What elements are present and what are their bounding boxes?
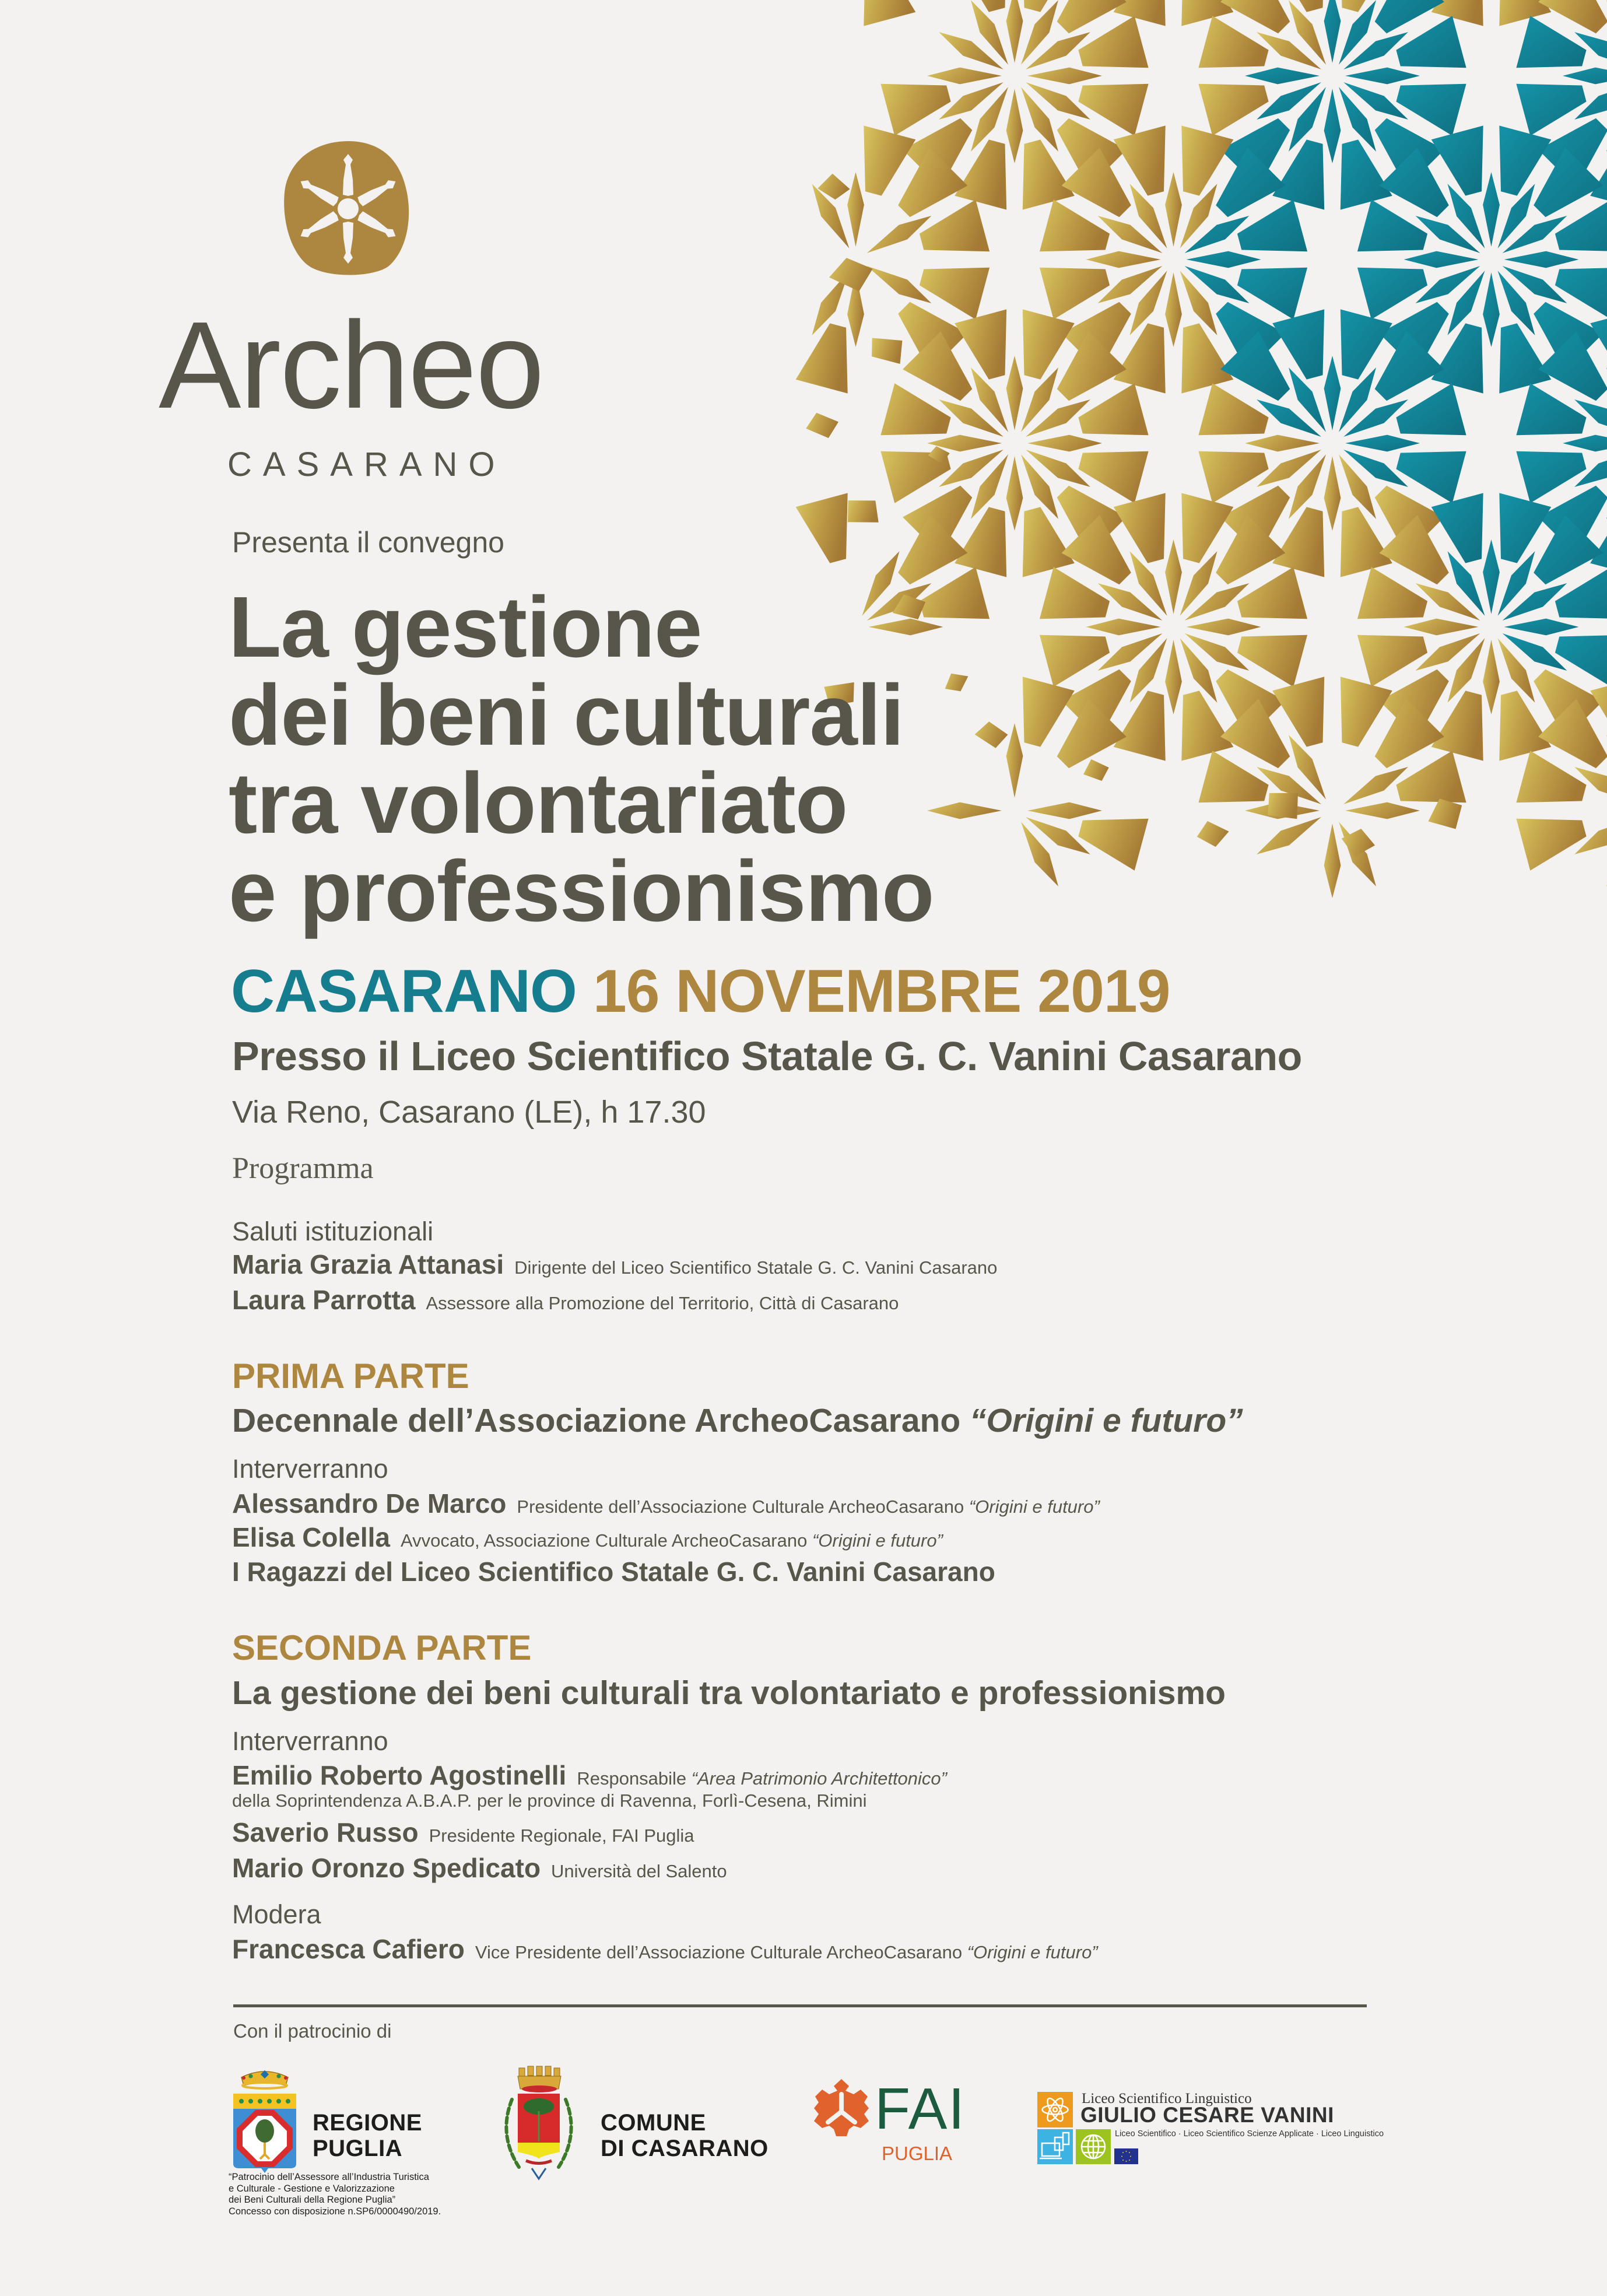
mosaic-tile — [1357, 635, 1427, 687]
mosaic-tile — [927, 802, 1002, 819]
title-line: e professionismo — [229, 843, 934, 940]
mosaic-tile — [1404, 619, 1479, 636]
mosaic-tile — [1516, 819, 1586, 871]
mosaic-tile — [1040, 268, 1110, 320]
note-line: Concesso con disposizione n.SP6/0000490/2019. — [229, 2206, 441, 2217]
speaker-name: Elisa Colella — [232, 1522, 391, 1552]
mosaic-tile — [1057, 699, 1127, 768]
mosaic-tile — [1023, 139, 1075, 209]
vanini-school-name: GIULIO CESARE VANINI — [1080, 2103, 1334, 2127]
mosaic-tile — [1006, 89, 1023, 163]
role-text: Avvocato, Associazione Culturale ArcheoCasarano — [401, 1530, 812, 1551]
mosaic-tile — [1165, 172, 1182, 247]
role-text: Presidente dell’Associazione Culturale ArcheoCasarano — [517, 1496, 969, 1517]
mosaic-tile — [1396, 751, 1466, 802]
comune-casarano-coat-of-arms-icon — [496, 2064, 582, 2181]
mosaic-fragment — [945, 674, 969, 692]
mosaic-fragment — [975, 721, 1008, 748]
mosaic-fragment — [848, 500, 879, 523]
speaker-role: Dirigente del Liceo Scientifico Statale G. C. Vanini Casarano — [514, 1257, 998, 1278]
mosaic-tile — [1272, 309, 1324, 379]
comune-line1: COMUNE — [601, 2110, 706, 2136]
mosaic-tile — [1114, 690, 1166, 760]
role-text: Responsabile — [577, 1768, 692, 1789]
globe-icon — [1076, 2129, 1111, 2164]
regione-puglia-note — [229, 2172, 441, 2217]
mosaic-tile — [1483, 539, 1500, 614]
mosaic-tile — [1272, 139, 1324, 209]
mosaic-tile — [920, 268, 990, 320]
regione-line1: REGIONE — [313, 2110, 422, 2136]
subtitle-text: Decennale dell’Associazione ArcheoCasarano — [232, 1402, 970, 1439]
mosaic-tile — [1272, 507, 1324, 577]
modera-label: Modera — [232, 1899, 321, 1929]
mosaic-tile — [1341, 139, 1392, 209]
mosaic-tile — [1396, 383, 1466, 435]
speaker-role: Presidente Regionale, FAI Puglia — [429, 1825, 694, 1846]
mosaic-tile — [1516, 383, 1586, 435]
mosaic-tile — [1516, 84, 1586, 136]
mosaic-tile — [1165, 539, 1182, 614]
mosaic-tile — [1198, 16, 1268, 68]
regione-puglia-coat-of-arms-icon — [232, 2067, 297, 2173]
mosaic-tile — [1431, 323, 1483, 393]
mosaic-tile — [864, 125, 915, 195]
moderator-row — [232, 1936, 1098, 1966]
mosaic-tile — [1078, 84, 1148, 136]
speaker-row — [232, 1558, 995, 1585]
mosaic-tile — [1396, 451, 1466, 503]
mosaic-tile — [1027, 68, 1102, 85]
mosaic-tile — [1181, 125, 1233, 195]
mosaic-tile — [1181, 323, 1233, 393]
mosaic-tile — [1516, 751, 1586, 802]
divider — [233, 2004, 1367, 2007]
interverranno-label: Interverranno — [232, 1726, 388, 1756]
title-line: La gestione — [229, 579, 702, 675]
speaker-role — [517, 1496, 1099, 1517]
mosaic-tile — [1357, 268, 1427, 320]
mosaic-tile — [1078, 383, 1148, 435]
mosaic-tile — [1006, 0, 1023, 63]
mosaic-tile — [1237, 268, 1307, 320]
event-title — [229, 579, 934, 940]
programma-heading: Programma — [232, 1152, 374, 1185]
speaker-name: Mario Oronzo Spedicato — [232, 1853, 541, 1883]
mosaic-tile — [1431, 493, 1483, 563]
role-italic: “Area Patrimonio Architettonico” — [691, 1768, 947, 1789]
speaker-role: Università del Salento — [551, 1861, 727, 1881]
event-venue: Presso il Liceo Scientifico Statale G. C. Vanini Casarano — [232, 1033, 1302, 1079]
role-italic: “Origini e futuro” — [967, 1942, 1098, 1962]
mosaic-tile — [1324, 456, 1341, 531]
mosaic-tile — [1499, 323, 1551, 393]
mosaic-tile — [1375, 331, 1444, 401]
mosaic-fragment — [872, 338, 902, 364]
mosaic-tile — [1198, 84, 1268, 136]
mosaic-tile — [1216, 515, 1285, 584]
speaker-row — [232, 1524, 943, 1554]
mosaic-tile — [1504, 619, 1579, 636]
mosaic-tile — [1040, 635, 1110, 687]
mosaic-fragment — [1197, 821, 1229, 847]
subtitle-italic: “Origini e futuro” — [970, 1402, 1243, 1439]
speaker-row — [232, 1490, 1100, 1520]
mosaic-tile — [927, 68, 1002, 85]
event-date: 16 NOVEMBRE 2019 — [592, 958, 1170, 1025]
vanini-school-courses: Liceo Scientifico · Liceo Scientifico Scienze Applicate · Liceo Linguistico — [1115, 2129, 1384, 2139]
regione-line2: PUGLIA — [313, 2136, 403, 2161]
mosaic-tile — [1534, 148, 1603, 217]
mosaic-tile — [1431, 125, 1483, 195]
mosaic-tile — [1396, 84, 1466, 136]
mosaic-tile — [796, 493, 848, 563]
speaker-name: Alessandro De Marco — [232, 1488, 507, 1519]
mosaic-tile — [1504, 251, 1579, 268]
mosaic-tile — [898, 148, 967, 217]
mosaic-tile — [1198, 383, 1268, 435]
mosaic-tile — [920, 199, 990, 251]
mosaic-tile — [1078, 819, 1148, 871]
mosaic-tile — [1380, 148, 1449, 217]
mosaic-tile — [1499, 493, 1551, 563]
mosaic-tile — [1198, 751, 1268, 802]
patrocinio-label: Con il patrocinio di — [233, 2020, 392, 2042]
mosaic-tile — [955, 507, 1006, 577]
mosaic-tile — [1341, 676, 1392, 746]
regione-puglia-name — [313, 2110, 422, 2161]
mosaic-tile — [1220, 699, 1290, 768]
mosaic-tile — [1220, 331, 1290, 401]
mosaic-tile — [1324, 0, 1341, 63]
vanini-school-type: Liceo Scientifico Linguistico — [1082, 2091, 1252, 2106]
speaker-name: Saverio Russo — [232, 1817, 419, 1848]
fai-name: FAI — [875, 2076, 966, 2141]
event-city: CASARANO — [231, 958, 577, 1025]
mosaic-tile — [796, 323, 848, 393]
mosaic-tile — [1057, 331, 1127, 401]
mosaic-tile — [955, 139, 1006, 209]
mosaic-tile — [1040, 567, 1110, 619]
mosaic-tile — [880, 383, 950, 435]
mosaic-tile — [1341, 507, 1392, 577]
mosaic-tile — [1062, 148, 1131, 217]
mosaic-tile — [1006, 723, 1023, 798]
mosaic-tile — [1516, 16, 1586, 68]
mosaic-tile — [1499, 690, 1551, 760]
mosaic-tile — [955, 309, 1006, 379]
mosaic-tile — [1078, 451, 1148, 503]
speaker-name: Maria Grazia Attanasi — [232, 1249, 504, 1280]
speaker-role — [401, 1530, 943, 1551]
mosaic-tile — [1324, 823, 1341, 898]
mosaic-tile — [1187, 251, 1261, 268]
speaker-row — [232, 1855, 727, 1885]
mosaic-tile — [1027, 435, 1102, 452]
interverranno-label: Interverranno — [232, 1454, 388, 1484]
mosaic-tile — [1027, 802, 1102, 819]
note-line: “Patrocinio dell’Assessore all’Industria Turistica — [229, 2172, 429, 2182]
title-line: dei beni culturali — [229, 667, 904, 763]
mosaic-tile — [1357, 199, 1427, 251]
role-italic: “Origini e futuro” — [969, 1496, 1100, 1517]
note-line: e Culturale - Gestione e Valorizzazione — [229, 2183, 395, 2194]
seconda-parte-heading: SECONDA PARTE — [232, 1628, 532, 1667]
speaker-name: Emilio Roberto Agostinelli — [232, 1760, 567, 1790]
mosaic-tile — [1023, 676, 1075, 746]
seconda-parte-subtitle: La gestione dei beni culturali tra volontariato e professionismo — [232, 1674, 1226, 1712]
mosaic-tile — [1324, 356, 1341, 430]
mosaic-tile — [1181, 690, 1233, 760]
mosaic-tile — [1237, 567, 1307, 619]
mosaic-tile — [1023, 507, 1075, 577]
mosaic-tile — [1538, 331, 1607, 401]
comune-casarano-name — [601, 2110, 769, 2161]
speaker-row — [232, 1251, 997, 1281]
speaker-row — [232, 1287, 899, 1317]
mosaic-tile — [1216, 148, 1285, 217]
fai-logo-icon — [814, 2079, 869, 2136]
brand-city: CASARANO — [227, 446, 506, 483]
moderator-role — [475, 1942, 1098, 1962]
mosaic-tile — [1345, 802, 1420, 819]
mosaic-tile — [1345, 435, 1420, 452]
role-text: Vice Presidente dell’Associazione Culturale ArcheoCasarano — [475, 1942, 967, 1962]
speaker-row — [232, 1819, 694, 1849]
mosaic-tile — [1345, 68, 1420, 85]
mosaic-tile — [1078, 16, 1148, 68]
mosaic-tile — [1187, 619, 1261, 636]
mosaic-tile — [864, 0, 915, 26]
event-date-line — [231, 958, 1170, 1025]
speaker-role: Assessore alla Promozione del Territorio, Città di Casarano — [426, 1293, 899, 1313]
mosaic-tile — [1375, 699, 1444, 768]
mosaic-tile — [1181, 493, 1233, 563]
mosaic-tile — [1237, 635, 1307, 687]
note-line: dei Beni Culturali della Regione Puglia” — [229, 2195, 396, 2205]
mosaic-tile — [1023, 309, 1075, 379]
mosaic-tile — [1499, 125, 1551, 195]
mosaic-tile — [1114, 493, 1166, 563]
mosaic-tile — [1245, 435, 1320, 452]
mosaic-tile — [1114, 125, 1166, 195]
title-line: tra volontariato — [229, 755, 848, 851]
mosaic-tile — [1272, 676, 1324, 746]
speaker-role — [577, 1768, 947, 1789]
mosaic-fragment — [1428, 799, 1462, 829]
mosaic-tile — [1404, 251, 1479, 268]
mosaic-tile — [1357, 567, 1427, 619]
mosaic-tile — [1114, 323, 1166, 393]
mosaic-fragment — [1268, 793, 1298, 819]
mosaic-tile — [898, 515, 967, 584]
eu-flag-icon — [1114, 2148, 1138, 2164]
role-italic: “Origini e futuro” — [812, 1530, 943, 1551]
prima-parte-subtitle — [232, 1404, 1243, 1438]
atom-icon — [1037, 2092, 1073, 2127]
devices-icon — [1037, 2129, 1073, 2164]
mosaic-tile — [1040, 199, 1110, 251]
mosaic-tile — [1534, 515, 1603, 584]
mosaic-fragment — [806, 413, 838, 438]
mosaic-tile — [1006, 356, 1023, 430]
mosaic-tile — [1245, 68, 1320, 85]
mosaic-tile — [1563, 435, 1607, 452]
speaker-name: Laura Parrotta — [232, 1285, 416, 1315]
mosaic-tile — [1198, 451, 1268, 503]
mosaic-tile — [880, 84, 950, 136]
mosaic-tile — [903, 331, 972, 401]
fai-region: PUGLIA — [882, 2143, 953, 2164]
mosaic-tile — [847, 172, 864, 247]
mosaic-fragment — [1083, 759, 1109, 781]
mosaic-tile — [1062, 515, 1131, 584]
mosaic-tile — [1431, 690, 1483, 760]
mosaic-tile — [1324, 89, 1341, 163]
speaker-row — [232, 1762, 947, 1792]
mosaic-tile — [1086, 619, 1161, 636]
archeo-logo-icon — [278, 139, 418, 279]
mosaic-tile — [1396, 16, 1466, 68]
prima-parte-heading: PRIMA PARTE — [232, 1356, 469, 1396]
mosaic-tile — [1237, 199, 1307, 251]
intro-text: Presenta il convegno — [232, 526, 504, 559]
mosaic-tile — [1483, 640, 1500, 714]
moderator-name: Francesca Cafiero — [232, 1934, 465, 1964]
comune-line2: DI CASARANO — [601, 2136, 769, 2161]
mosaic-tile — [1516, 451, 1586, 503]
mosaic-tile — [1538, 699, 1607, 768]
mosaic-tile — [1165, 272, 1182, 347]
mosaic-tile — [1380, 515, 1449, 584]
mosaic-tile — [1563, 68, 1607, 85]
mosaic-tile — [1165, 640, 1182, 714]
speaker-role-line2: della Soprintendenza A.B.A.P. per le province di Ravenna, Forlì-Cesena, Rimini — [232, 1790, 867, 1811]
brand-name: Archeo — [159, 296, 543, 434]
mosaic-tile — [1086, 251, 1161, 268]
mosaic-tile — [1483, 172, 1500, 247]
mosaic-tile — [1006, 456, 1023, 531]
mosaic-tile — [1257, 817, 1321, 854]
event-address: Via Reno, Casarano (LE), h 17.30 — [232, 1095, 706, 1130]
speaker-name: I Ragazzi del Liceo Scientifico Statale G. C. Vanini Casarano — [232, 1557, 995, 1587]
mosaic-tile — [1341, 309, 1392, 379]
mosaic-tile — [1483, 272, 1500, 347]
saluti-label: Saluti istituzionali — [232, 1217, 434, 1246]
